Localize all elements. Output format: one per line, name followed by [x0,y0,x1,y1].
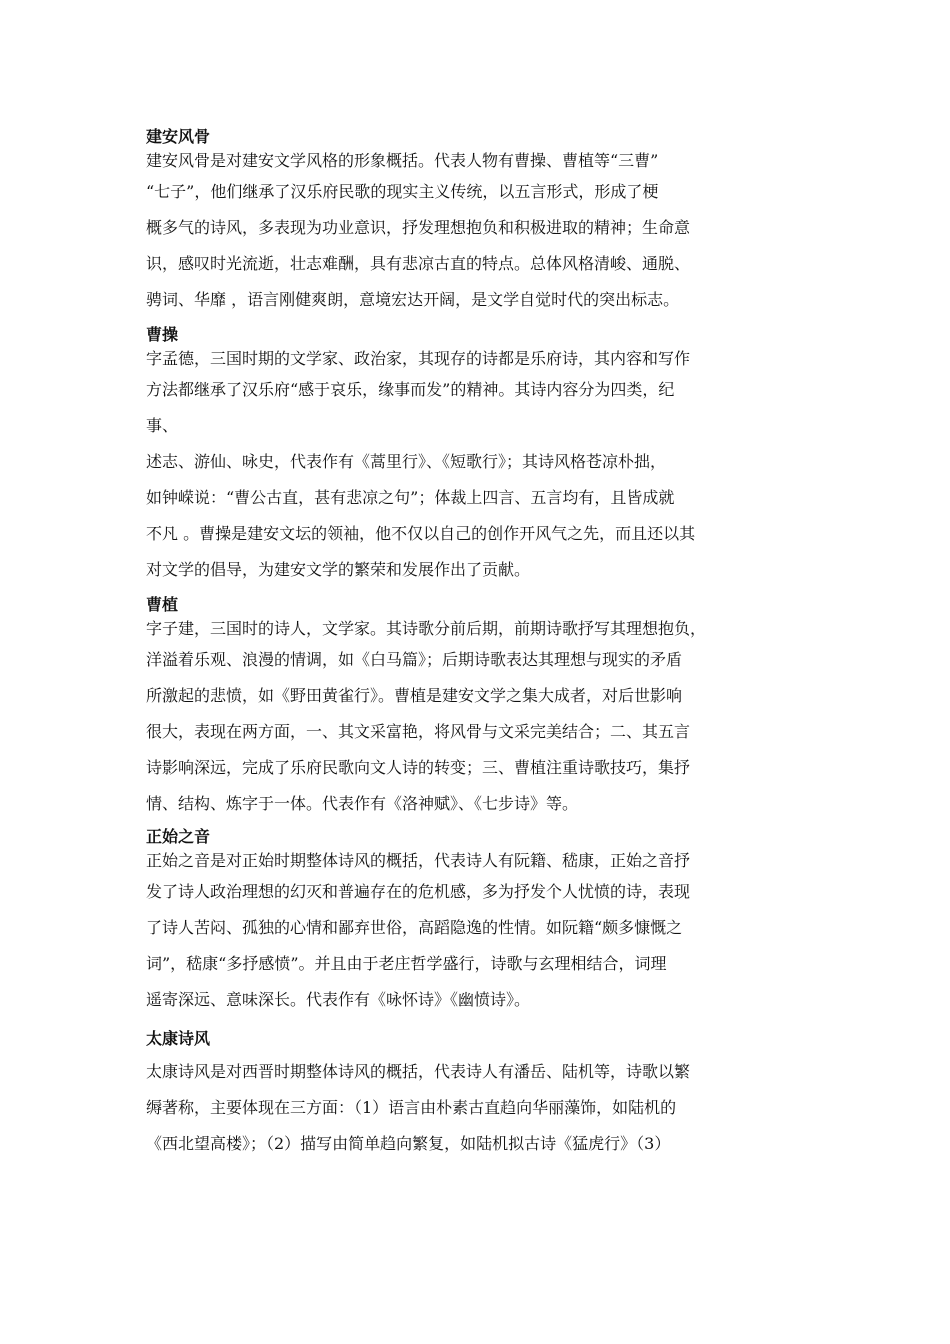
text-line: 情、结构、炼字于一体。代表作有《洛神赋》、《七步诗》等。 [146,794,579,813]
section-cao-zhi [146,594,826,822]
section-title: 正始之音 [146,827,211,846]
section-title: 太康诗风 [146,1029,211,1048]
text-line: 方法都继承了汉乐府“感于哀乐，缘事而发”的精神。其诗内容分为四类，纪 [146,380,675,399]
section-title: 建安风骨 [146,127,211,146]
text-line: 字孟德，三国时期的文学家、政治家，其现存的诗都是乐府诗，其内容和写作 [146,349,691,368]
text-line: 所激起的悲愤，如《野田黄雀行》。曹植是建安文学之集大成者，对后世影响 [146,686,683,705]
text-line: 对文学的倡导，为建安文学的繁荣和发展作出了贡献。 [146,560,531,579]
text-line: 发了诗人政治理想的幻灭和普遍存在的危机感，多为抒发个人忧愤的诗，表现 [146,882,691,901]
text-line: 骋词、华靡 ，语言刚健爽朗，意境宏达开阔，是文学自觉时代的突出标志。 [146,290,680,309]
text-line: 了诗人苦闷、孤独的心情和鄙弃世俗，高蹈隐逸的性情。如阮籍“颇多慷慨之 [146,918,683,937]
section-title: 曹操 [146,325,179,344]
text-line: 正始之音是对正始时期整体诗风的概括，代表诗人有阮籍、嵇康，正始之音抒 [146,851,691,870]
text-line: “七子”，他们继承了汉乐府民歌的现实主义传统，以五言形式，形成了梗 [146,182,659,201]
document-page [146,126,826,1162]
section-taikang-shifeng [146,1028,826,1162]
text-line: 述志、游仙、咏史，代表作有《蒿里行》、《短歌行》；其诗风格苍凉朴拙， [146,452,667,471]
text-line: 遥寄深远、意味深长。代表作有《咏怀诗》《幽愤诗》。 [146,990,531,1009]
text-line: 识，感叹时光流逝，壮志难酬，具有悲凉古直的特点。总体风格清峻、通脱、 [146,254,691,273]
text-line: 缛著称，主要体现在三方面：（1）语言由朴素古直趋向华丽藻饰，如陆机的 [146,1098,677,1117]
text-line: 不凡 。曹操是建安文坛的领袖，他不仅以自己的创作开风气之先，而且还以其 [146,524,696,543]
text-line: 词”，嵇康“多抒感愤”。并且由于老庄哲学盛行，诗歌与玄理相结合，词理 [146,954,667,973]
text-line: 事、 [146,416,179,435]
text-line: 概多气的诗风，多表现为功业意识，抒发理想抱负和积极进取的精神；生命意 [146,218,691,237]
section-zhengshi-zhiyin [146,826,826,1018]
text-line: 字子建，三国时的诗人，文学家。其诗歌分前后期，前期诗歌抒写其理想抱负， [146,619,707,638]
text-line: 如钟嵘说：“曹公古直，甚有悲凉之句”；体裁上四言、五言均有，且皆成就 [146,488,675,507]
text-line: 太康诗风是对西晋时期整体诗风的概括，代表诗人有潘岳、陆机等，诗歌以繁 [146,1062,691,1081]
text-line: 建安风骨是对建安文学风格的形象概括。代表人物有曹操、曹植等“三曹” [146,151,659,170]
text-line: 很大，表现在两方面，一、其文采富艳，将风骨与文采完美结合；二、其五言 [146,722,691,741]
text-line: 诗影响深远，完成了乐府民歌向文人诗的转变；三、曹植注重诗歌技巧，集抒 [146,758,691,777]
text-line: 洋溢着乐观、浪漫的情调，如《白马篇》；后期诗歌表达其理想与现实的矛盾 [146,650,683,669]
section-cao-cao [146,324,826,588]
section-title: 曹植 [146,595,179,614]
section-jianan-fenggu [146,126,826,318]
text-line: 《西北望高楼》；（2）描写由简单趋向繁复，如陆机拟古诗《猛虎行》（3） [146,1134,671,1153]
